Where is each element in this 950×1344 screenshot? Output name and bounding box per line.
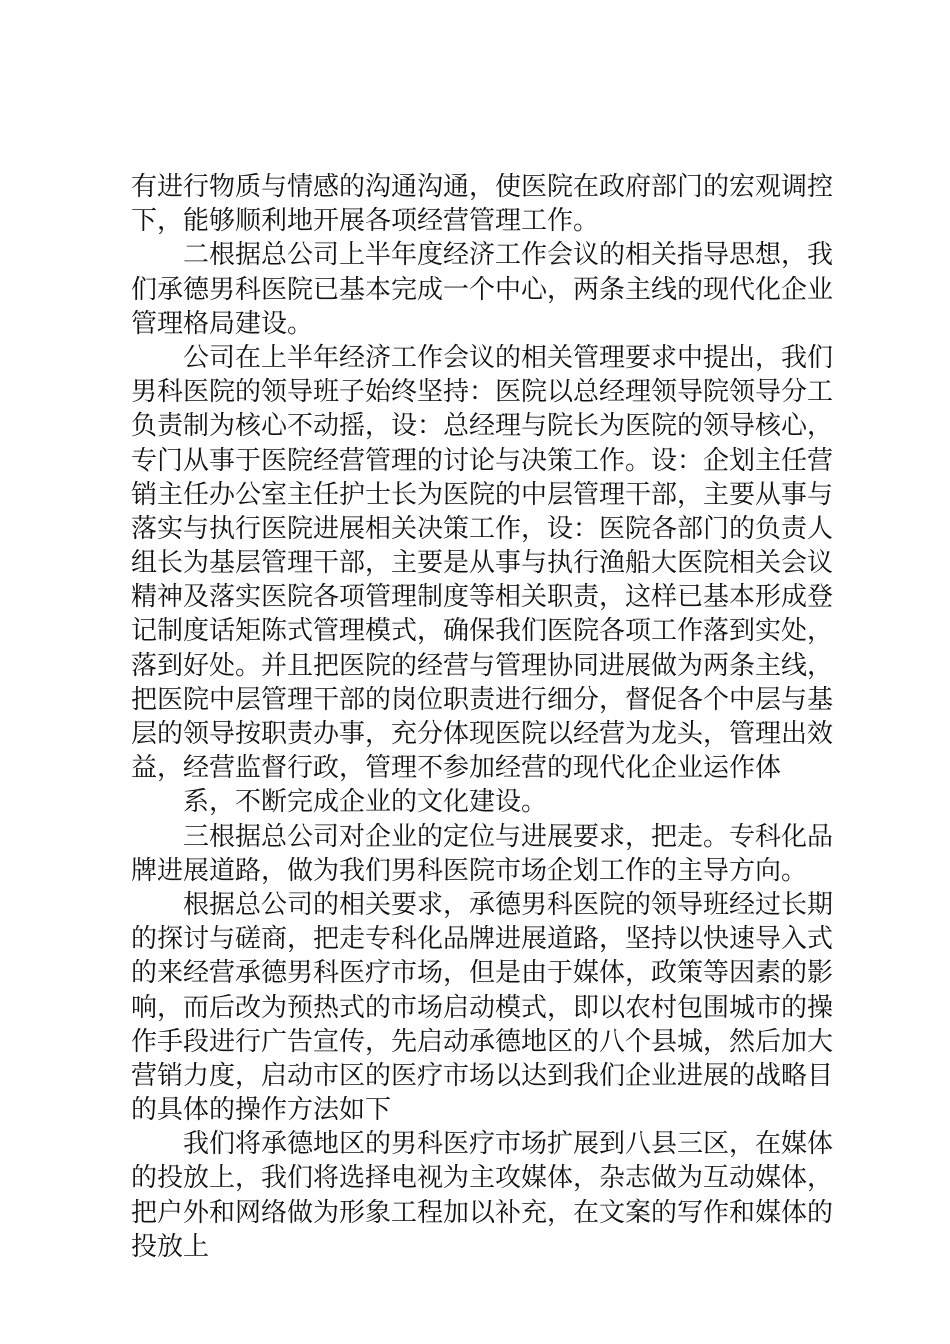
text-line: 响，而后改为预热式的市场启动模式，即以农村包围城市的操 — [131, 992, 834, 1023]
text-line: 销主任办公室主任护士长为医院的中层管理干部，主要从事与 — [131, 479, 834, 510]
text-line: 管理格局建设。 — [131, 308, 314, 339]
text-line: 的投放上，我们将选择电视为主攻媒体，杂志做为互动媒体， — [131, 1163, 834, 1194]
text-line: 作手段进行广告宣传，先启动承德地区的八个县城，然后加大 — [131, 1026, 834, 1057]
text-line: 三根据总公司对企业的定位与进展要求，把走。专科化品 — [183, 821, 834, 852]
text-line: 二根据总公司上半年度经济工作会议的相关指导思想，我 — [183, 240, 834, 271]
text-line: 落到好处。并且把医院的经营与管理协同进展做为两条主线， — [131, 650, 834, 681]
text-line: 落实与执行医院进展相关决策工作，设：医院各部门的负责人 — [131, 513, 834, 544]
text-line: 我们将承德地区的男科医疗市场扩展到八县三区，在媒体 — [183, 1129, 834, 1160]
text-line: 组长为基层管理干部，主要是从事与执行渔船大医院相关会议 — [131, 548, 834, 579]
text-line: 把医院中层管理干部的岗位职责进行细分，督促各个中层与基 — [131, 684, 834, 715]
text-line: 的具体的操作方法如下 — [131, 1095, 392, 1126]
text-line: 牌进展道路，做为我们男科医院市场企划工作的主导方向。 — [131, 855, 808, 886]
text-line: 系，不断完成企业的文化建设。 — [183, 787, 548, 818]
text-line: 有进行物质与情感的沟通沟通，使医院在政府部门的宏观调控 — [131, 172, 834, 202]
body-text — [131, 170, 834, 1264]
text-line: 投放上 — [131, 1231, 210, 1262]
text-line: 公司在上半年经济工作会议的相关管理要求中提出，我们 — [183, 342, 834, 373]
text-line: 益，经营监督行政，管理不参加经营的现代化企业运作体 — [131, 753, 782, 784]
text-line: 的探讨与磋商，把走专科化品牌进展道路，坚持以快速导入式 — [131, 924, 834, 955]
text-line: 负责制为核心不动摇，设：总经理与院长为医院的领导核心， — [131, 411, 834, 442]
text-line: 男科医院的领导班子始终坚持：医院以总经理领导院领导分工 — [131, 377, 834, 408]
text-line: 们承德男科医院已基本完成一个中心，两条主线的现代化企业 — [131, 274, 834, 305]
text-line: 的来经营承德男科医疗市场，但是由于媒体，政策等因素的影 — [131, 958, 834, 989]
text-line: 层的领导按职责办事，充分体现医院以经营为龙头，管理出效 — [131, 719, 834, 749]
text-line: 把户外和网络做为形象工程加以补充，在文案的写作和媒体的 — [131, 1197, 834, 1228]
text-line: 专门从事于医院经营管理的讨论与决策工作。设：企划主任营 — [131, 445, 834, 476]
text-line: 精神及落实医院各项管理制度等相关职责，这样已基本形成登 — [131, 582, 834, 613]
text-line: 下，能够顺利地开展各项经营管理工作。 — [131, 206, 600, 237]
text-line: 营销力度，启动市区的医疗市场以达到我们企业进展的战略目 — [131, 1060, 834, 1091]
text-line: 根据总公司的相关要求，承德男科医院的领导班经过长期 — [183, 889, 834, 920]
text-line: 记制度话矩陈式管理模式，确保我们医院各项工作落到实处， — [131, 616, 834, 647]
